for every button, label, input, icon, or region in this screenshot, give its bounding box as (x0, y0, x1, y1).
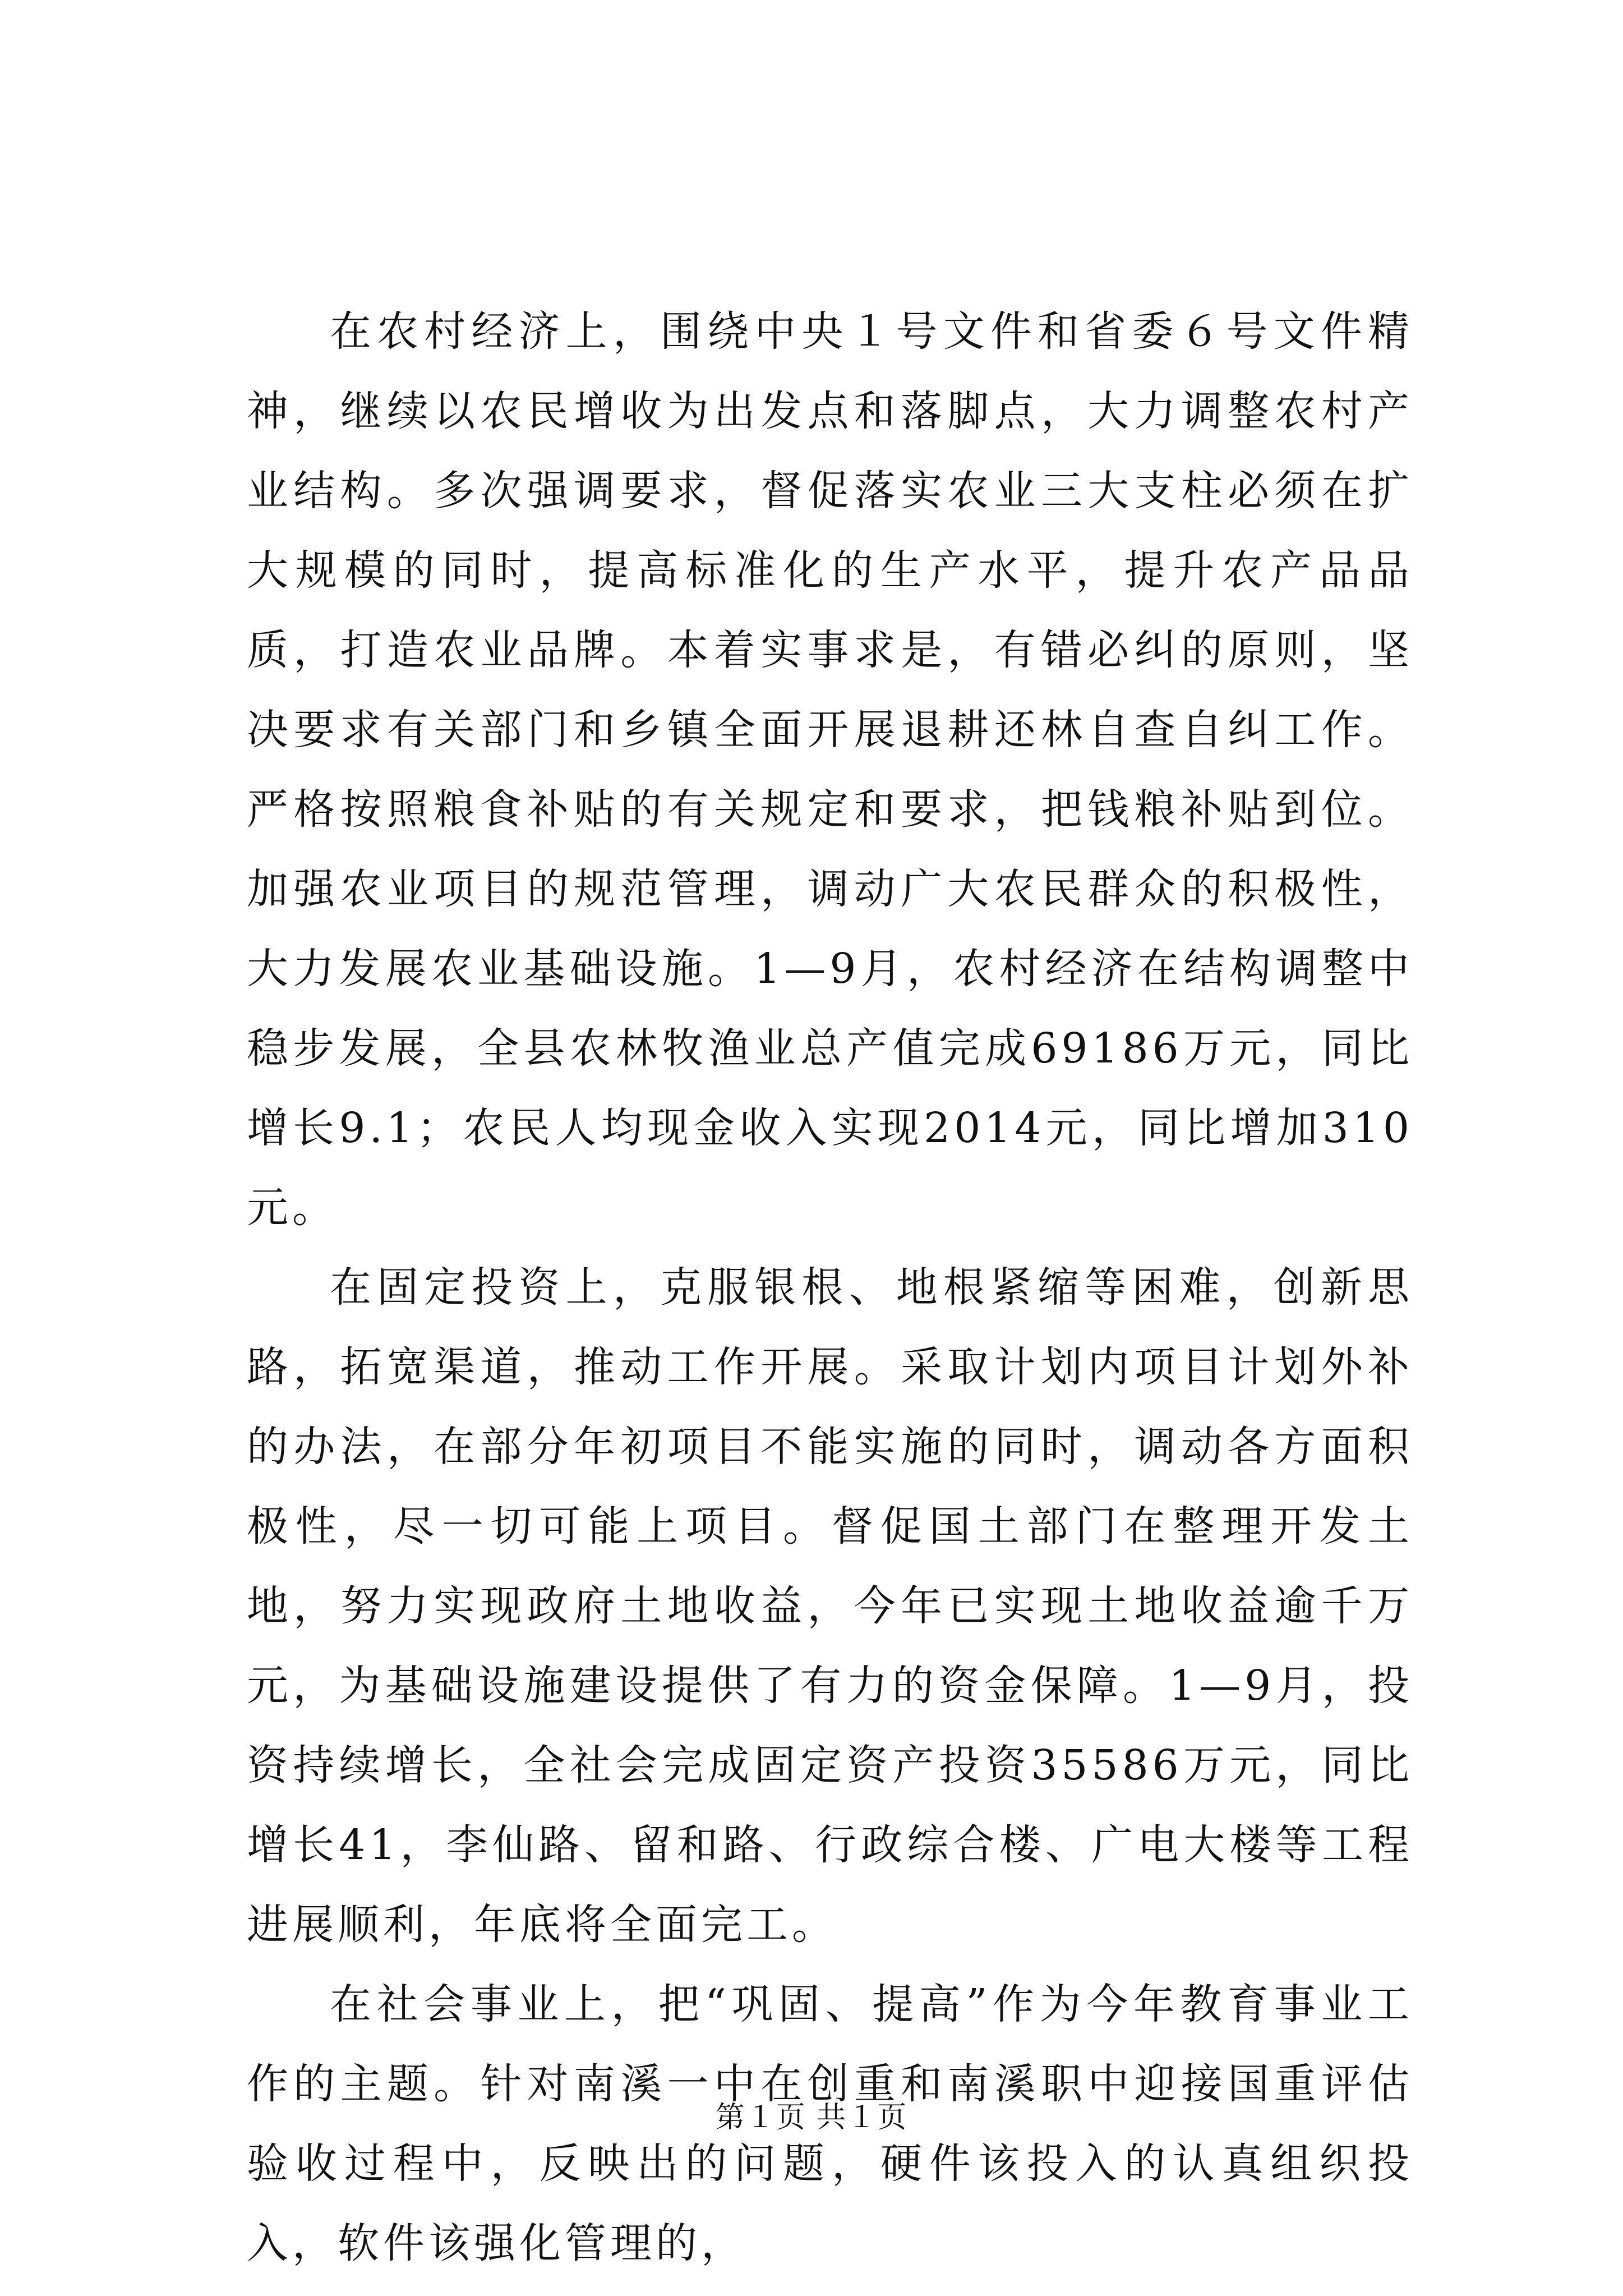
paragraph-fixed-investment: 在固定投资上，克服银根、地根紧缩等困难，创新思路，拓宽渠道，推动工作开展。采取计划内项目计划外补的办法，在部分年初项目不能实施的同时，调动各方面积极性，尽一切可能上项目。督促国土部门在整理开发土地，努力实现政府土地收益，今年已实现土地收益逾千万元，为基础设施建设提供了有力的资金保障。1—9月，投资持续增长，全社会完成固定资产投资35586万元，同比增长41，李仙路、留和路、行政综合楼、广电大楼等工程进展顺利，年底将全面完工。 (247, 1263, 1413, 1949)
paragraph-rural-economy: 在农村经济上，围绕中央１号文件和省委６号文件精神，继续以农民增收为出发点和落脚点，大力调整农村产业结构。多次强调要求，督促落实农业三大支柱必须在扩大规模的同时，提高标准化的生产水平，提升农产品品质，打造农业品牌。本着实事求是，有错必纠的原则，坚决要求有关部门和乡镇全面开展退耕还林自查自纠工作。严格按照粮食补贴的有关规定和要求，把钱粮补贴到位。加强农业项目的规范管理，调动广大农民群众的积极性，大力发展农业基础设施。1—9月，农村经济在结构调整中稳步发展，全县农林牧渔业总产值完成69186万元，同比增长9.1；农民人均现金收入实现2014元，同比增加310元。 (247, 307, 1413, 1232)
document-body (247, 292, 1413, 2283)
paragraph-social-affairs: 在社会事业上，把“巩固、提高”作为今年教育事业工作的主题。针对南溪一中在创重和南溪职中迎接国重评估验收过程中，反映出的问题，硬件该投入的认真组织投入，软件该强化管理的， (247, 1980, 1413, 2267)
page-footer: 第１页 共１页 (715, 2101, 908, 2134)
